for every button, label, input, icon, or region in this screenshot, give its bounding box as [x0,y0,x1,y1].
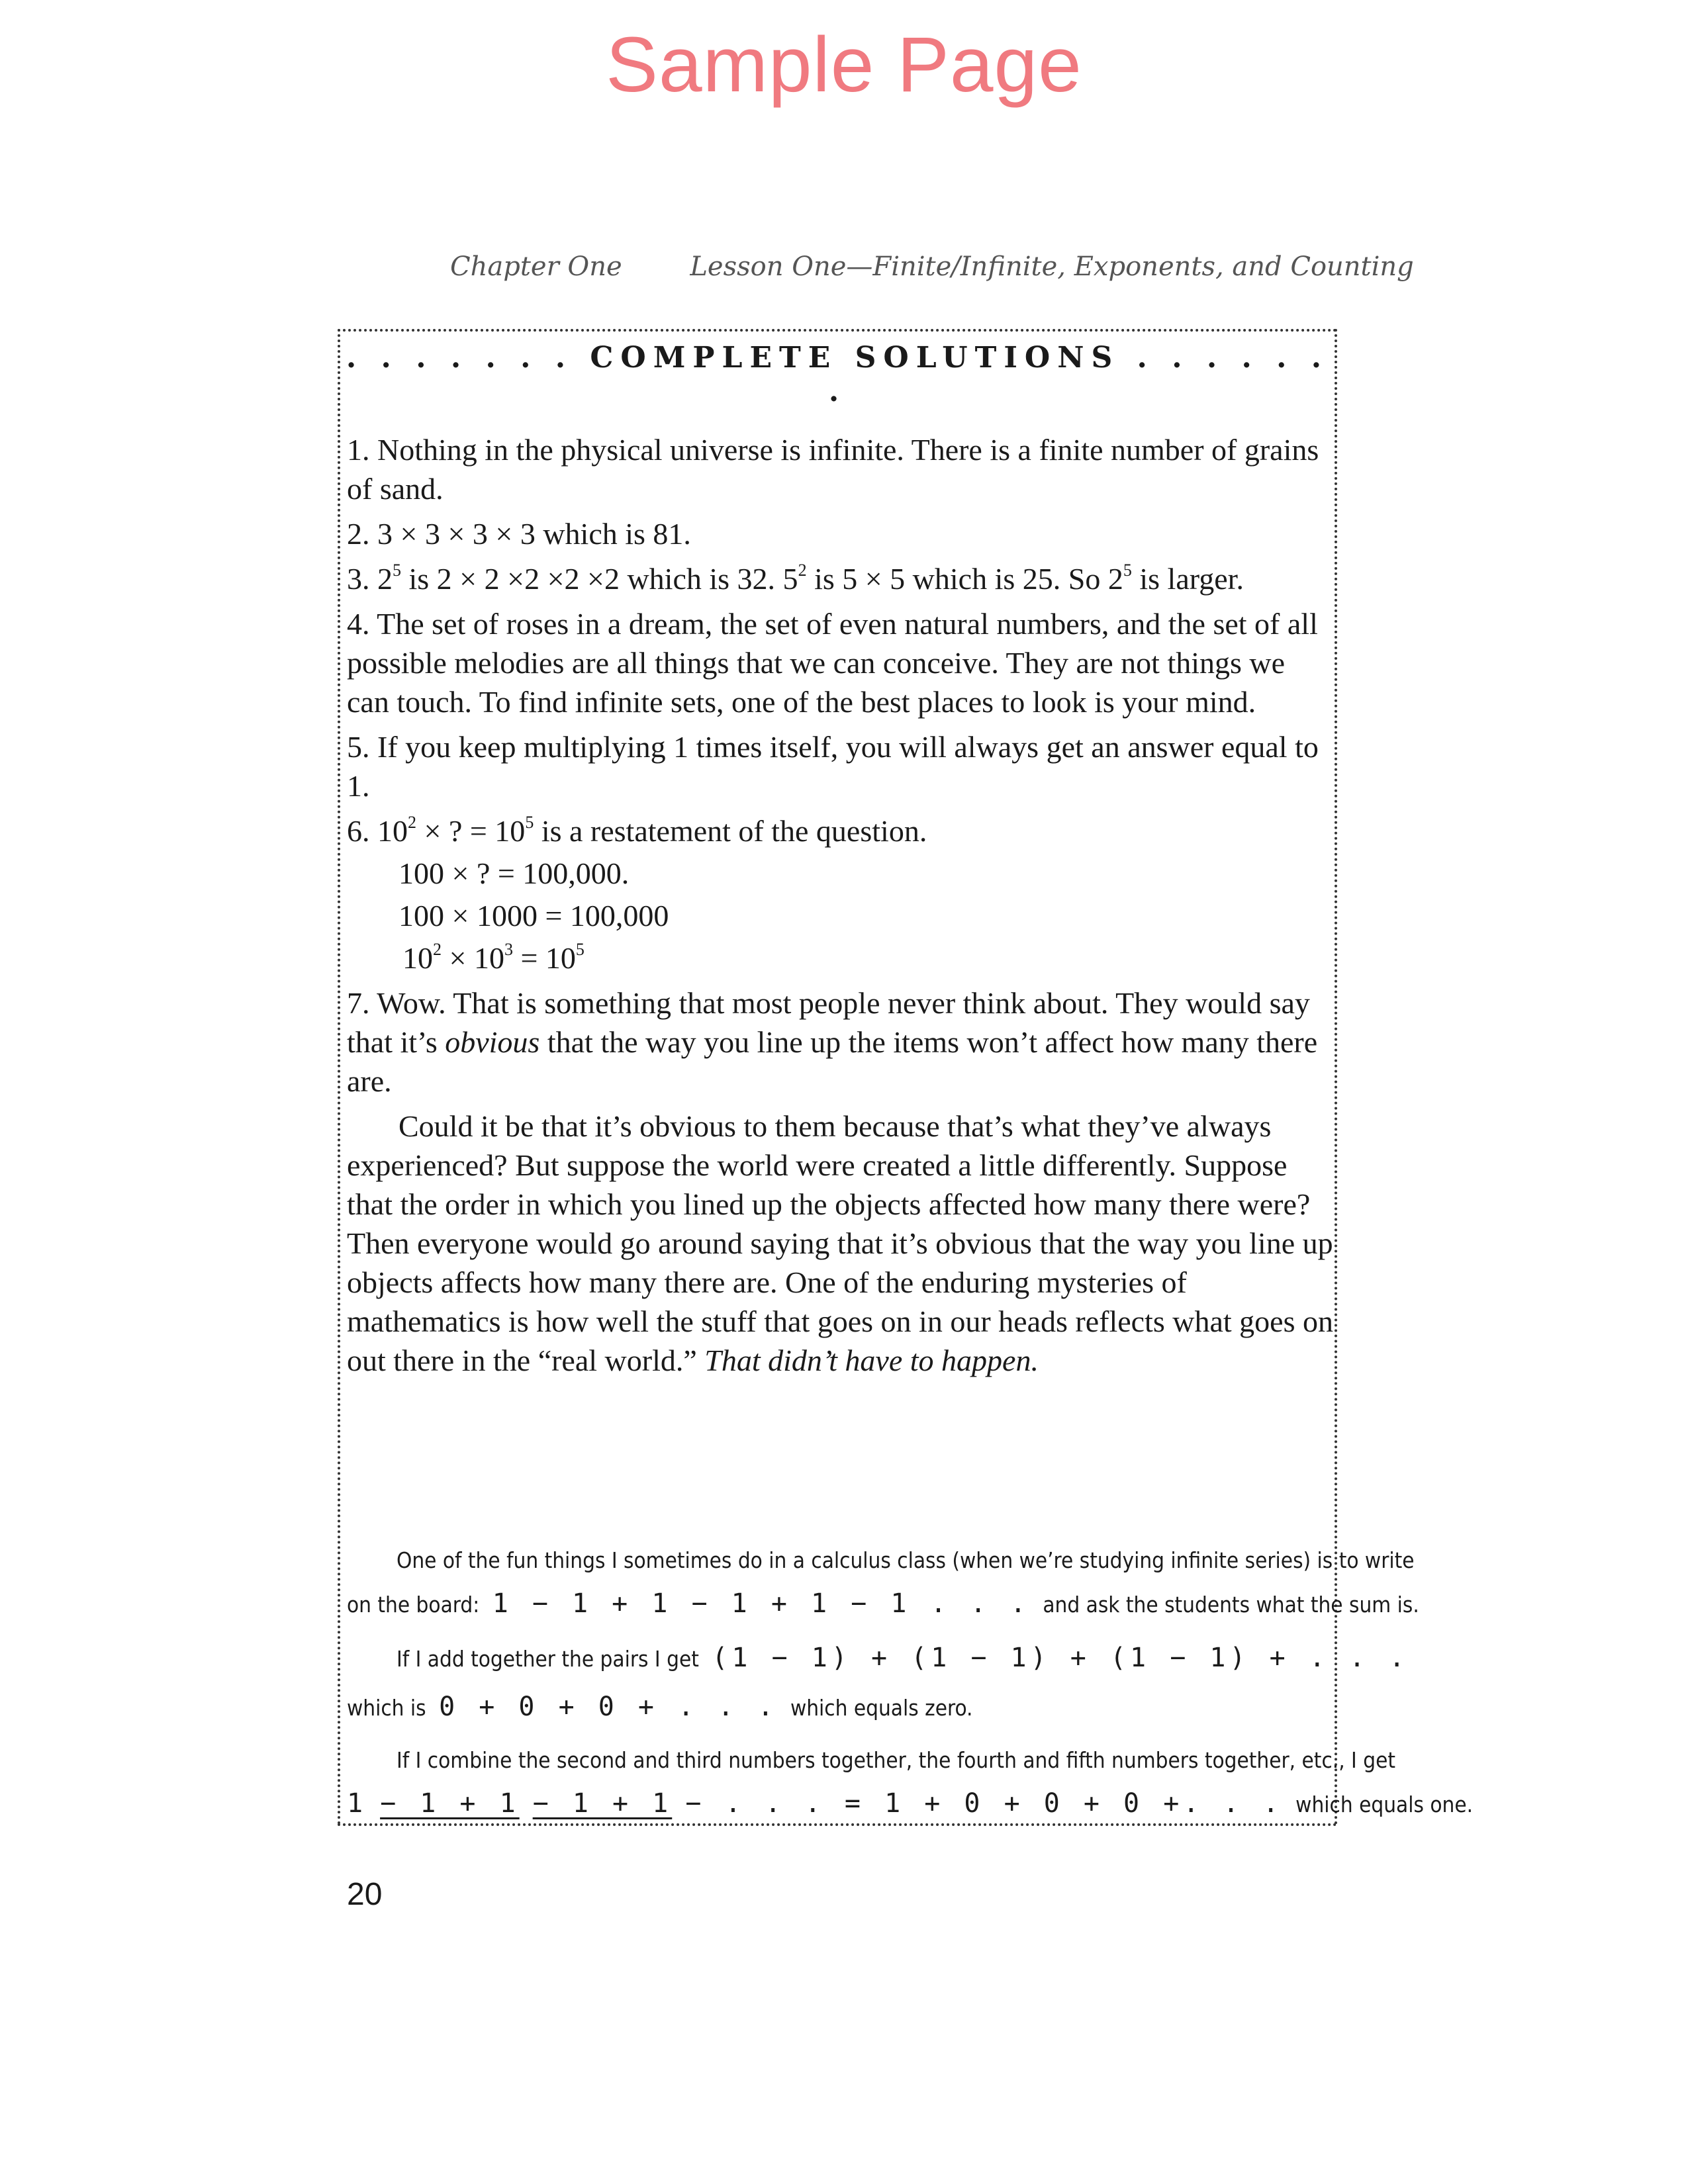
note-line-6: 1 − 1 + 1 − 1 + 1 − . . . = 1 + 0 + 0 + 0 +. . . which equals one. [347,1788,1474,1819]
solutions-list [347,430,1333,1386]
solution-6-line-2: 100 × ? = 100,000. [399,856,630,890]
solution-6 [347,811,1333,978]
note-line-1: One of the fun things I sometimes do in a calculus class (when we’re studying infinite series) is to write [397,1547,1415,1573]
solution-6-line-3: 100 × 1000 = 100,000 [399,899,669,933]
solution-2: 2. 3 × 3 × 3 × 3 which is 81. [347,517,691,551]
running-head [450,251,1414,282]
note-line-2: on the board: 1 − 1 + 1 − 1 + 1 − 1 . . . and ask the students what the sum is. [347,1588,1419,1619]
solution-7-paragraph-1: 7. Wow. That is something that most people never think about. They would say that it’s obvious that the way you line up the items won’t affect how many there are. [347,986,1318,1098]
page-number: 20 [347,1877,383,1912]
calculus-note [347,1547,1474,1829]
watermark: Sample Page [606,21,1082,109]
box-title: . . . . . . . COMPLETE SOLUTIONS . . . . . . . [346,341,1329,408]
note-line-3: If I add together the pairs I get (1 − 1) + (1 − 1) + (1 − 1) + . . . [397,1643,1409,1673]
solution-3: 3. $2^5$ is 2 × 2 ×2 ×2 ×2 which is 32. $5^2$ is 5 × 5 which is 25. So $2^5$ is larger. [347,561,1244,596]
solution-6-line-4: $10^2 \times 10^3 = 10^5$ [402,940,585,975]
solution-4: 4. The set of roses in a dream, the set of even natural numbers, and the set of all possible melodies are all things that we can conceive. They are not things we can touch. To find infinite sets, one of the best places to look is your mind. [347,607,1318,719]
solution-7-paragraph-2: Could it be that it’s obvious to them because that’s what they’ve always experienced? But suppose the world were created a little differently. Suppose that the order in which you lined up the objects affected how many there were? Then everyone would go around saying that it’s obvious that the way you line up objects affects how many there are. One of the enduring mysteries of mathematics is how well the stuff that goes on in our heads reflects what goes on out there in the “real world.” That didn’t have to happen. [347,1109,1333,1377]
chapter-label: Chapter One [450,251,622,282]
lesson-title: Lesson One—Finite/Infinite, Exponents, and Counting [690,251,1414,282]
note-line-5: If I combine the second and third numbers together, the fourth and fifth numbers together, etc., I get [397,1747,1395,1773]
note-line-4: which is 0 + 0 + 0 + . . . which equals zero. [347,1692,973,1722]
solution-6-line-1: 6. $10^2$ × ? = $10^5$ is a restatement of the question. [347,813,927,848]
solution-5: 5. If you keep multiplying 1 times itself, you will always get an answer equal to 1. [347,730,1319,803]
solution-7 [347,983,1333,1380]
solution-1: 1. Nothing in the physical universe is infinite. There is a finite number of grains of sand. [347,433,1319,506]
